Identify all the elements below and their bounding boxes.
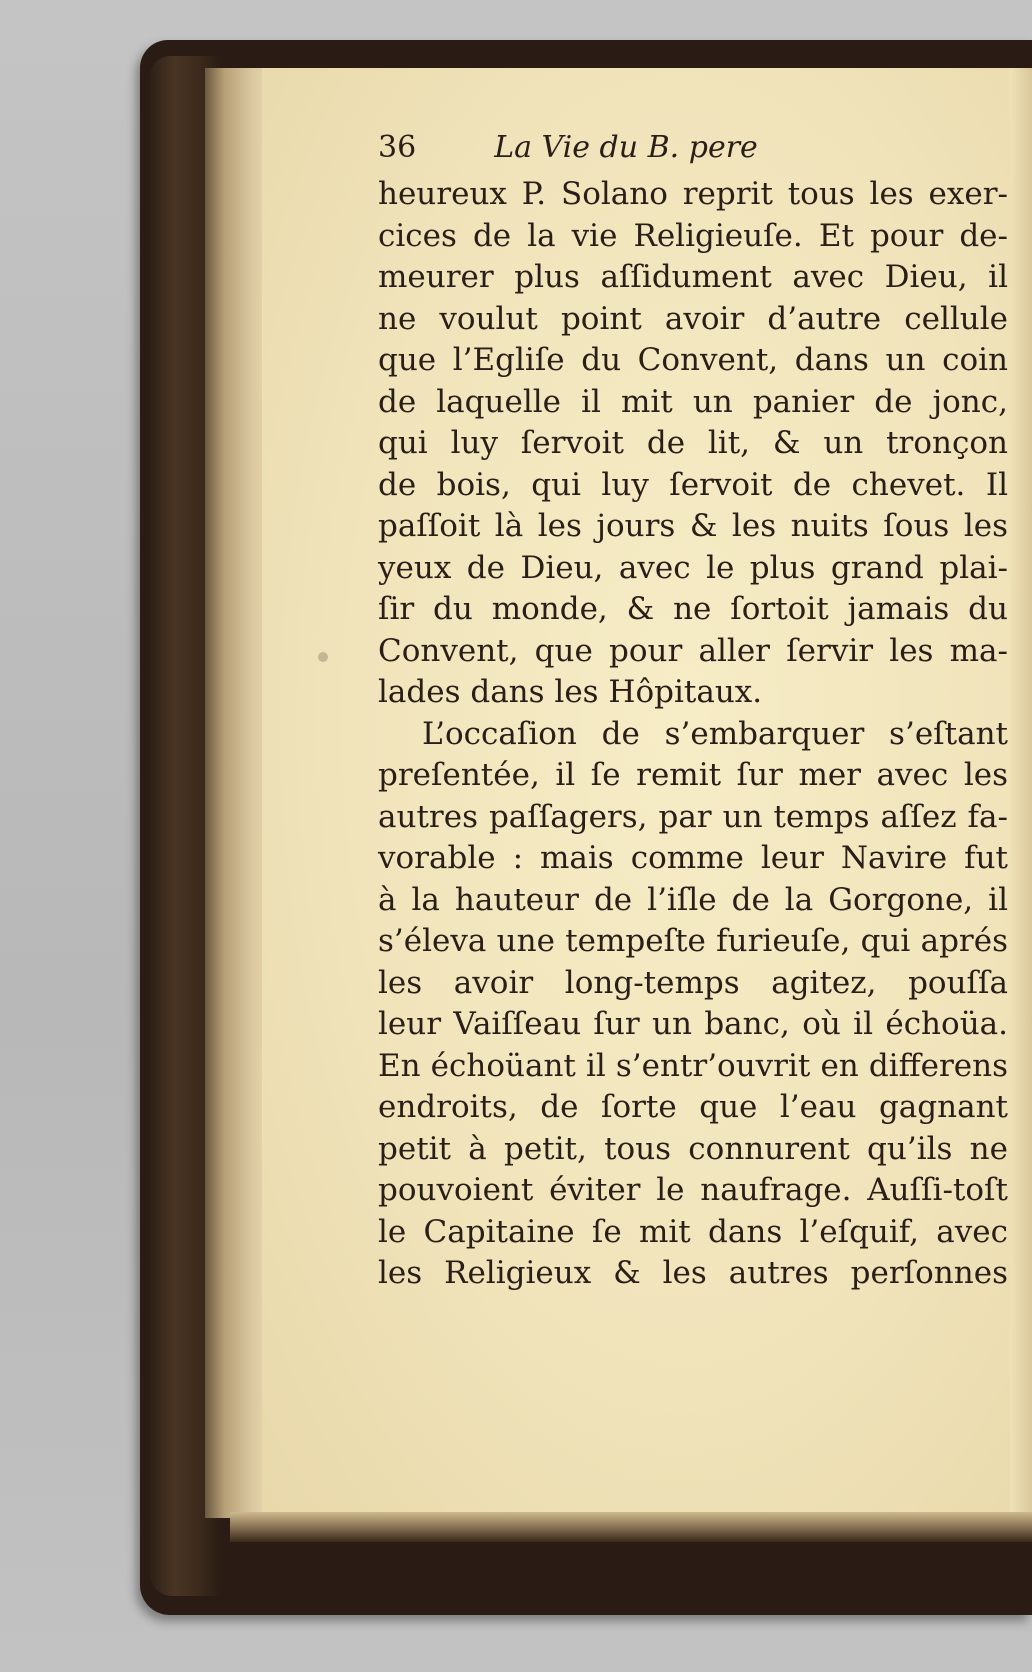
ink-blot	[318, 652, 328, 662]
text-line: En échoüant il s’entr’ouvrit en differens	[378, 1047, 1008, 1084]
text-line: lades dans les Hôpitaux.	[378, 674, 763, 710]
text-line: de laquelle il mit un panier de jonc,	[378, 383, 1008, 420]
text-line: Convent, que pour aller ſervir les ma-	[378, 632, 1008, 669]
text-line: à la hauteur de l’iſle de la Gorgone, il	[378, 881, 1008, 918]
text-line: le Capitaine ſe mit dans l’eſquif, avec	[378, 1213, 1008, 1250]
text-line: qui luy ſervoit de lit, & un tronçon	[378, 425, 1008, 461]
text-line: cices de la vie Religieuſe. Et pour de-	[378, 217, 1008, 254]
page-gutter	[205, 68, 270, 1518]
text-line: paſſoit là les jours & les nuits ſous les	[378, 508, 1008, 544]
text-line: s’éleva une tempeſte furieuſe, qui aprés	[378, 923, 1008, 959]
text-line: preſentée, il ſe remit ſur mer avec les	[378, 757, 1008, 793]
text-line: heureux P. Solano reprit tous les exer-	[378, 176, 1008, 212]
text-line: leur Vaiſſeau ſur un banc, où il échoüa.	[378, 1006, 1008, 1042]
text-line: petit à petit, tous connurent qu’ils ne	[378, 1130, 1008, 1167]
text-line: ſir du monde, & ne ſortoit jamais du	[378, 591, 1008, 627]
text-line: ne voulut point avoir d’autre cellule	[378, 300, 1008, 337]
paragraph-start-line: L’occaſion de s’embarquer s’eſtant	[422, 715, 1008, 752]
page-number: 36	[378, 130, 417, 165]
text-line: meurer plus aſſidument avec Dieu, il	[378, 259, 1008, 295]
text-line: yeux de Dieu, avec le plus grand plai-	[378, 549, 1008, 586]
text-line: pouvoient éviter le naufrage. Auſſi-toſt	[378, 1172, 1008, 1208]
text-line: les avoir long-temps agitez, pouſſa	[378, 964, 1008, 1001]
text-line: autres paſſagers, par un temps aſſez fa-	[378, 798, 1008, 835]
running-title: La Vie du B. pere	[494, 130, 758, 165]
text-line: endroits, de ſorte que l’eau gagnant	[378, 1089, 1008, 1125]
text-line: de bois, qui luy ſervoit de chevet. Il	[378, 466, 1008, 503]
text-line: les Religieux & les autres perſonnes	[378, 1255, 1008, 1291]
page-bottom-edge	[230, 1512, 1032, 1542]
running-head	[378, 130, 1008, 174]
page-text	[378, 130, 1008, 1295]
text-line: vorable : mais comme leur Navire fut	[378, 840, 1008, 876]
page-edge	[1010, 68, 1032, 1518]
text-line: que l’Egliſe du Convent, dans un coin	[378, 342, 1008, 378]
